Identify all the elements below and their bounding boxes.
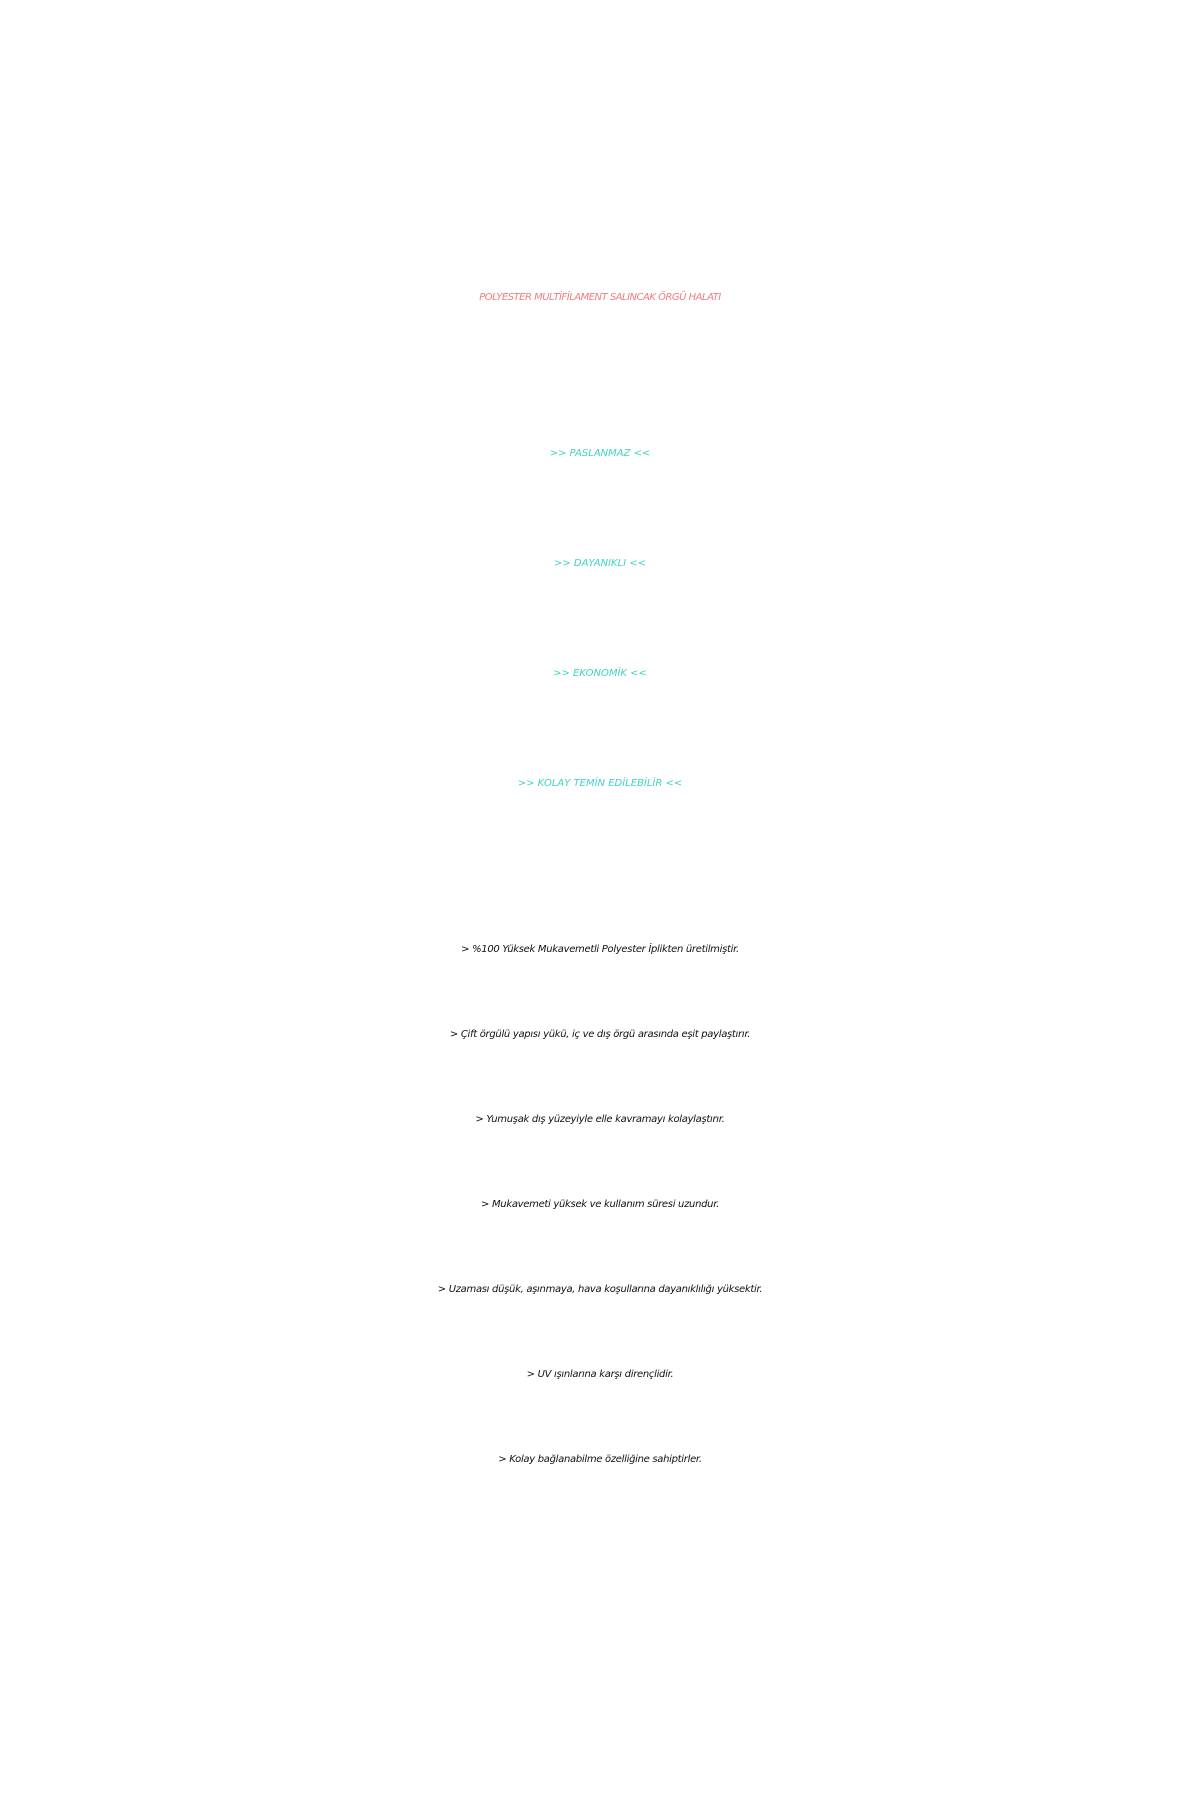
feature-economic: >> EKONOMİK << — [553, 668, 647, 679]
feature-stainless: >> PASLANMAZ << — [549, 448, 651, 459]
bullet-uv-resistant: > UV ışınlarına karşı dirençlidir. — [526, 1369, 674, 1380]
bullet-strength: > Mukavemeti yüksek ve kullanım süresi uzundur. — [481, 1199, 719, 1210]
bullet-double-braid: > Çift örgülü yapısı yükü, iç ve dış örgü arasında eşit paylaştırır. — [449, 1029, 751, 1040]
product-title: POLYESTER MULTİFİLAMENT SALINCAK ÖRGÜ HALATI — [479, 292, 721, 303]
bullet-easy-tie: > Kolay bağlanabilme özelliğine sahiptirler. — [498, 1454, 702, 1465]
feature-easy-supply: >> KOLAY TEMİN EDİLEBİLİR << — [517, 778, 683, 789]
bullet-soft-surface: > Yumuşak dış yüzeyiyle elle kavramayı kolaylaştırır. — [475, 1114, 725, 1125]
feature-durable: >> DAYANIKLI << — [553, 558, 647, 569]
bullet-material: > %100 Yüksek Mukavemetli Polyester İplikten üretilmiştir. — [461, 944, 739, 955]
bullet-low-elongation: > Uzaması düşük, aşınmaya, hava koşullarına dayanıklılığı yüksektir. — [437, 1284, 763, 1295]
